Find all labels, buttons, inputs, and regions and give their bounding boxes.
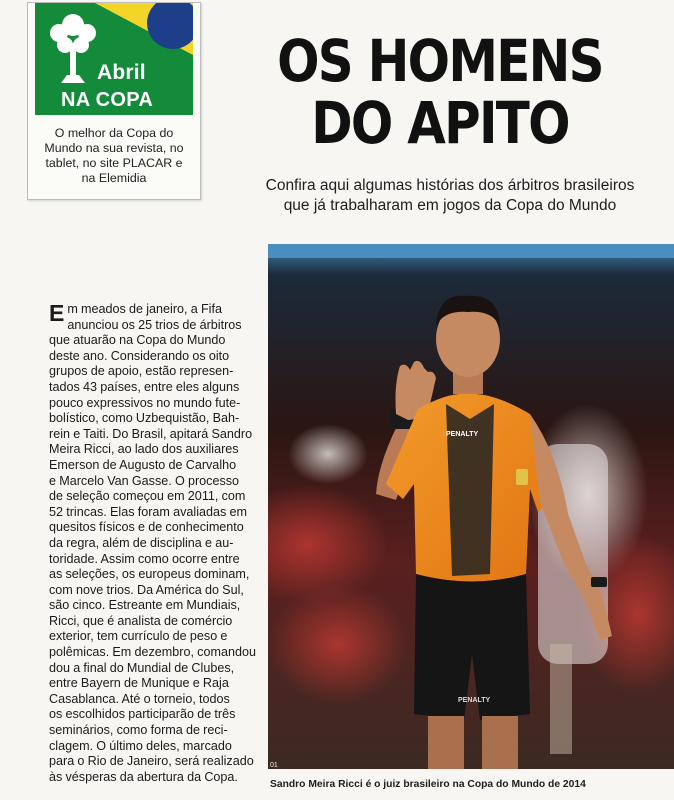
- body-line: da regra, além de disciplina e au-: [49, 535, 234, 550]
- body-line: polêmicas. Em dezembro, comandou: [49, 645, 256, 660]
- title-line-1: OS HOMENS: [277, 27, 603, 95]
- body-line: entre Bayern de Munique e Raja: [49, 676, 229, 691]
- body-line: as seleções, os europeus dominam,: [49, 567, 250, 582]
- body-line: Casablanca. Até o torneio, todos: [49, 691, 230, 706]
- body-line: bolístico, como Uzbequistão, Bah-: [49, 411, 240, 426]
- body-line: Ricci, que é analista de comércio: [49, 613, 233, 628]
- body-line: 52 trincas. Elas foram avaliadas em: [49, 504, 247, 519]
- body-line: Meira Ricci, ao lado dos auxiliares: [49, 442, 239, 457]
- body-line: e Marcelo Van Gasse. O processo: [49, 473, 240, 488]
- article-subtitle: [240, 176, 660, 216]
- promo-description: O melhor da Copa do Mundo na sua revista, no tablet, no site PLACAR e na Elemidia: [44, 126, 184, 185]
- shorts-sponsor: PENALTY: [458, 697, 491, 704]
- logo-line-2: NA COPA: [61, 89, 154, 111]
- photo-caption: Sandro Meira Ricci é o juiz brasileiro na Copa do Mundo de 2014: [270, 779, 586, 790]
- body-line: Emerson de Augusto de Carvalho: [49, 457, 237, 472]
- body-line: dou a final do Mundial de Clubes,: [49, 660, 235, 675]
- body-line: de seleção começou em 2011, com: [49, 489, 246, 504]
- body-line: exterior, tem currículo de peso e: [49, 629, 228, 644]
- body-line: toridade. Assim como ocorre entre: [49, 551, 240, 566]
- body-line: quesitos físicos e de conhecimento: [49, 520, 244, 535]
- body-line: seminários, como forma de reci-: [49, 723, 228, 738]
- subtitle-line-2: que já trabalharam em jogos da Copa do Mundo: [283, 197, 617, 214]
- tree-icon: [50, 14, 96, 83]
- body-line: que atuarão na Copa do Mundo: [49, 333, 226, 348]
- body-line: para o Rio de Janeiro, será realizado: [49, 754, 254, 769]
- shirt-sponsor: PENALTY: [446, 431, 479, 438]
- body-line: com nove trios. Da América do Sul,: [49, 582, 244, 597]
- body-line: grupos de apoio, estão represen-: [49, 364, 234, 379]
- subtitle-line-1: Confira aqui algumas histórias dos árbitros brasileiros: [265, 177, 635, 194]
- referee-photo: [268, 244, 674, 769]
- body-line: m meados de janeiro, a Fifa: [67, 302, 222, 316]
- abril-na-copa-logo: [35, 3, 193, 115]
- article-body: [49, 300, 256, 785]
- body-line: anunciou os 25 trios de árbitros: [67, 317, 242, 332]
- body-line: rein e Taiti. Do Brasil, apitará Sandro: [49, 426, 253, 441]
- logo-line-1: Abril: [97, 61, 146, 84]
- body-line: clagem. O último deles, marcado: [49, 738, 232, 753]
- body-lines: [49, 302, 256, 785]
- body-line: são cinco. Estreante em Mundiais,: [49, 598, 241, 613]
- promo-box: [27, 2, 201, 200]
- drop-cap: E: [49, 300, 65, 326]
- body-line: deste ano. Considerando os oito: [49, 348, 230, 363]
- body-line: tados 43 países, entre eles alguns: [49, 379, 240, 394]
- photo-credit: 01: [270, 762, 278, 769]
- article-title: [259, 27, 620, 157]
- body-line: os escolhidos participarão de três: [49, 707, 236, 722]
- body-line: às vésperas da abertura da Copa.: [49, 769, 238, 784]
- title-line-2: DO APITO: [311, 89, 569, 157]
- body-line: pouco expressivos no mundo fute-: [49, 395, 241, 410]
